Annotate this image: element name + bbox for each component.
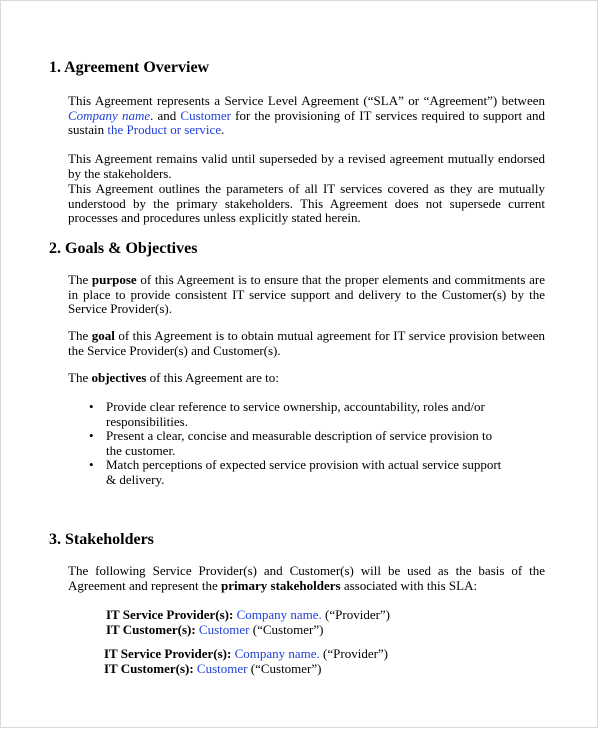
list-item: • Match perceptions of expected service provision with actual service support & delivery. — [89, 457, 502, 487]
section-1-paragraph-3: This Agreement outlines the parameters of all IT services covered as they are mutually understood by the primary stakeholders. This Agreement does not supersede current processes and procedures unless explicitly stated herein. — [68, 181, 545, 226]
provider-company-link[interactable]: Company name. — [236, 607, 322, 622]
customer-row: IT Customer(s): Customer (“Customer”) — [104, 660, 322, 676]
goal-paragraph: The goal of this Agreement is to obtain mutual agreement for IT service provision between the Service Provider(s) and Customer(s). — [68, 328, 545, 358]
bullet-icon: • — [89, 457, 94, 473]
purpose-paragraph: The purpose of this Agreement is to ensure that the proper elements and commitments are in place to provide consistent IT service support and delivery to the Customer(s) by the Service Provider(s). — [68, 272, 545, 317]
section-1-paragraph-1: This Agreement represents a Service Level Agreement (“SLA” or “Agreement”) between Company name. and Customer for the provisioning of IT services required to support and sustain the Product or service. — [68, 93, 545, 138]
customer-company-link[interactable]: Customer — [196, 660, 248, 676]
customer-company-link[interactable]: Customer — [198, 621, 250, 637]
bullet-icon: • — [89, 399, 94, 414]
objectives-list — [89, 399, 511, 488]
customer-link[interactable]: Customer — [180, 107, 231, 123]
stakeholder-group-2 — [104, 647, 388, 676]
section-2-heading: 2. Goals & Objectives — [49, 240, 198, 257]
section-1-heading: 1. Agreement Overview — [49, 59, 210, 76]
list-item: • Present a clear, concise and measurable description of service provision to the customer. — [89, 428, 493, 458]
stakeholders-intro: The following Service Provider(s) and Customer(s) will be used as the basis of the Agreement and represent the primary stakeholders associated with this SLA: — [68, 563, 545, 593]
customer-row: IT Customer(s): Customer (“Customer”) — [106, 621, 324, 637]
objectives-intro: The objectives of this Agreement are to: — [68, 370, 279, 385]
company-name-link[interactable]: Company name — [68, 107, 151, 123]
section-1-paragraph-2: This Agreement remains valid until superseded by a revised agreement mutually endorsed by the stakeholders. — [68, 151, 545, 181]
bullet-icon: • — [89, 428, 94, 444]
product-link[interactable]: the Product or service — [107, 122, 222, 138]
provider-row: IT Service Provider(s): Company name. (“Provider”) — [104, 646, 389, 661]
provider-row: IT Service Provider(s): Company name. (“Provider”) — [106, 607, 391, 622]
list-item: • Provide clear reference to service ownership, accountability, roles and/or responsibilities. — [89, 399, 485, 429]
stakeholder-group-1 — [106, 608, 390, 637]
section-3-heading: 3. Stakeholders — [49, 531, 154, 548]
provider-company-link[interactable]: Company name. — [234, 646, 320, 661]
